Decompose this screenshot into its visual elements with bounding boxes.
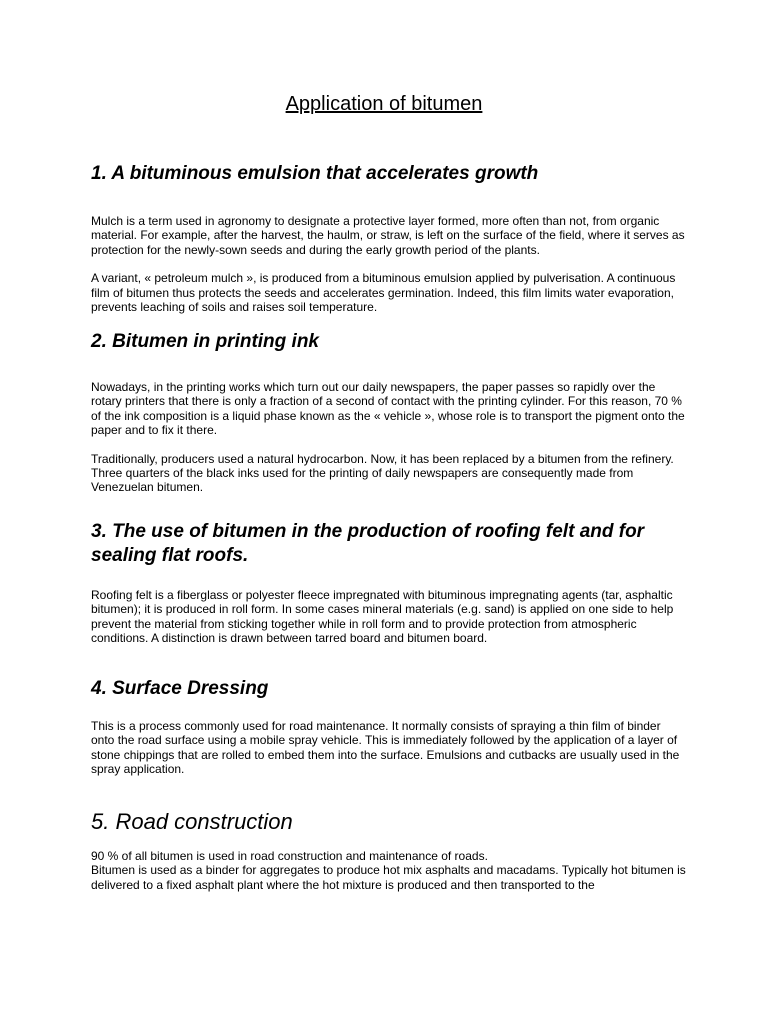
section-road-construction: [91, 808, 687, 892]
section-paragraph: Mulch is a term used in agronomy to designate a protective layer formed, more often than not, from organic material. For example, after the harvest, the haulm, or straw, is left on the surface of the field, where it serves as protection for the newly-sown seeds and during the early growth period of the plants.: [91, 214, 685, 257]
section-paragraph: Nowadays, in the printing works which turn out our daily newspapers, the paper passes so rapidly over the rotary printers that there is only a fraction of a second of contact with the printing cylinder. For this reason, 70 % of the ink composition is a liquid phase known as the « vehicle », whose role is to transport the pigment onto the paper and to fix it there.: [91, 380, 685, 438]
section-heading: 4. Surface Dressing: [91, 678, 269, 699]
section-heading: 1. A bituminous emulsion that accelerates growth: [91, 163, 539, 184]
section-heading: 2. Bitumen in printing ink: [91, 331, 319, 352]
section-heading: 3. The use of bitumen in the production of roofing felt and for sealing flat roofs.: [91, 521, 645, 566]
section-growth-emulsion: [91, 162, 687, 314]
section-paragraph: Bitumen is used as a binder for aggregates to produce hot mix asphalts and macadams. Typically hot bitumen is delivered to a fixed asphalt plant where the hot mixture is produced and then transported to the: [91, 863, 686, 892]
section-paragraph: This is a process commonly used for road maintenance. It normally consists of spraying a thin film of binder onto the road surface using a mobile spray vehicle. This is immediately followed by the application of a layer of stone chippings that are rolled to embed them into the surface. Emulsions and cutbacks are usually used in the spray application.: [91, 719, 680, 777]
document-title: Application of bitumen: [285, 93, 483, 115]
section-surface-dressing: [91, 677, 687, 777]
section-paragraph: Roofing felt is a fiberglass or polyester fleece impregnated with bituminous impregnating agents (tar, asphaltic bitumen); it is produced in roll form. In some cases mineral materials (e.g. sand) is applied on one side to help prevent the material from sticking together while in roll form and to provide protection from atmospheric conditions. A distinction is drawn between tarred board and bitumen board.: [91, 588, 674, 646]
section-roofing-felt: [91, 520, 687, 646]
section-printing-ink: [91, 330, 687, 495]
section-paragraph: Traditionally, producers used a natural hydrocarbon. Now, it has been replaced by a bitumen from the refinery. Three quarters of the black inks used for the printing of daily newspapers are consequently made from Venezuelan bitumen.: [91, 451, 674, 495]
section-paragraph: 90 % of all bitumen is used in road construction and maintenance of roads.: [91, 849, 488, 863]
section-paragraph: A variant, « petroleum mulch », is produced from a bituminous emulsion applied by pulverisation. A continuous film of bitumen thus protects the seeds and accelerates germination. Indeed, this film limits water evaporation, prevents leaching of soils and raises soil temperature.: [91, 271, 676, 315]
section-heading: 5. Road construction: [91, 809, 293, 834]
